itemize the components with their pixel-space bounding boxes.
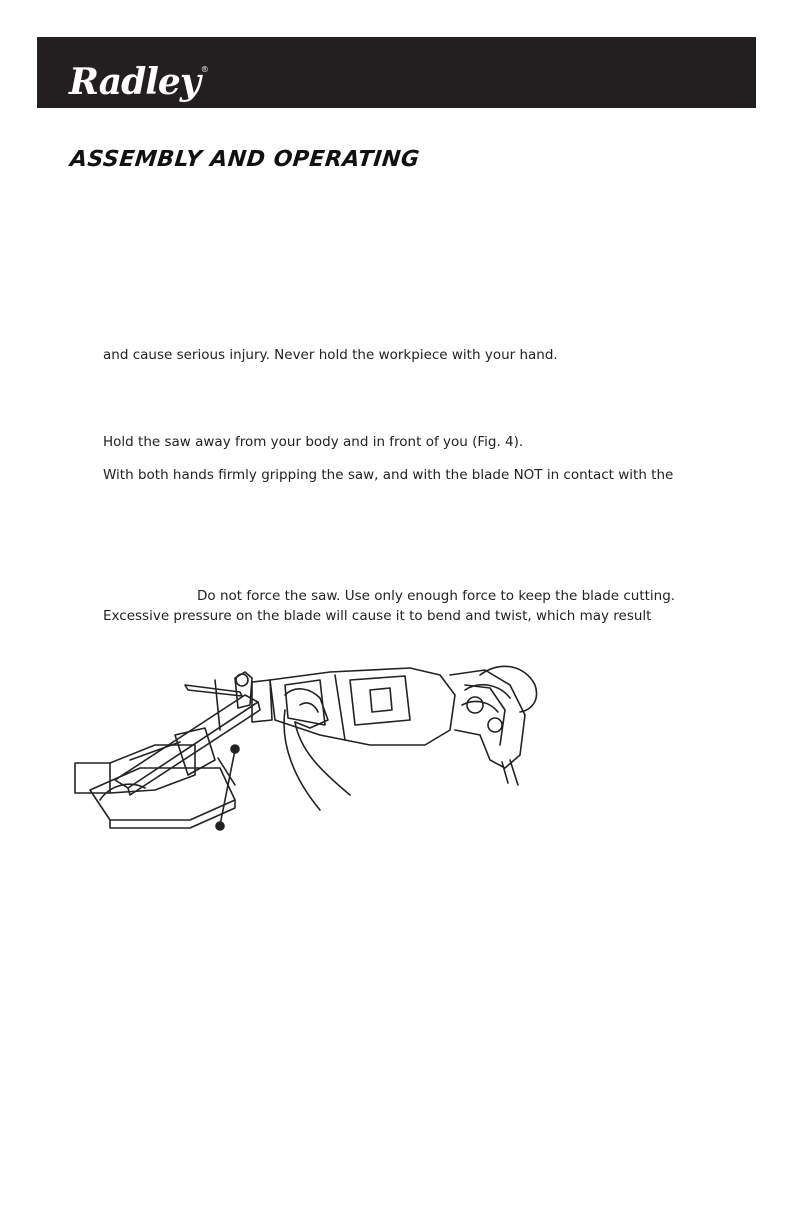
brand-name: Radley [69,61,200,103]
body-line-5: Excessive pressure on the blade will cause it to bend and twist, which may result [103,608,652,624]
reciprocating-saw-in-vise-icon [70,650,540,835]
header-bar [37,37,756,108]
radley-logo [69,45,208,107]
saw-illustration [70,650,540,835]
registered-mark: ® [200,65,208,74]
section-title: ASSEMBLY AND OPERATING [68,147,421,172]
body-line-3: With both hands firmly gripping the saw, and with the blade NOT in contact with the [103,467,674,483]
body-line-4: Do not force the saw. Use only enough force to keep the blade cutting. [197,588,676,604]
body-line-1: and cause serious injury. Never hold the workpiece with your hand. [103,347,558,363]
body-line-2: Hold the saw away from your body and in front of you (Fig. 4). [103,434,524,450]
